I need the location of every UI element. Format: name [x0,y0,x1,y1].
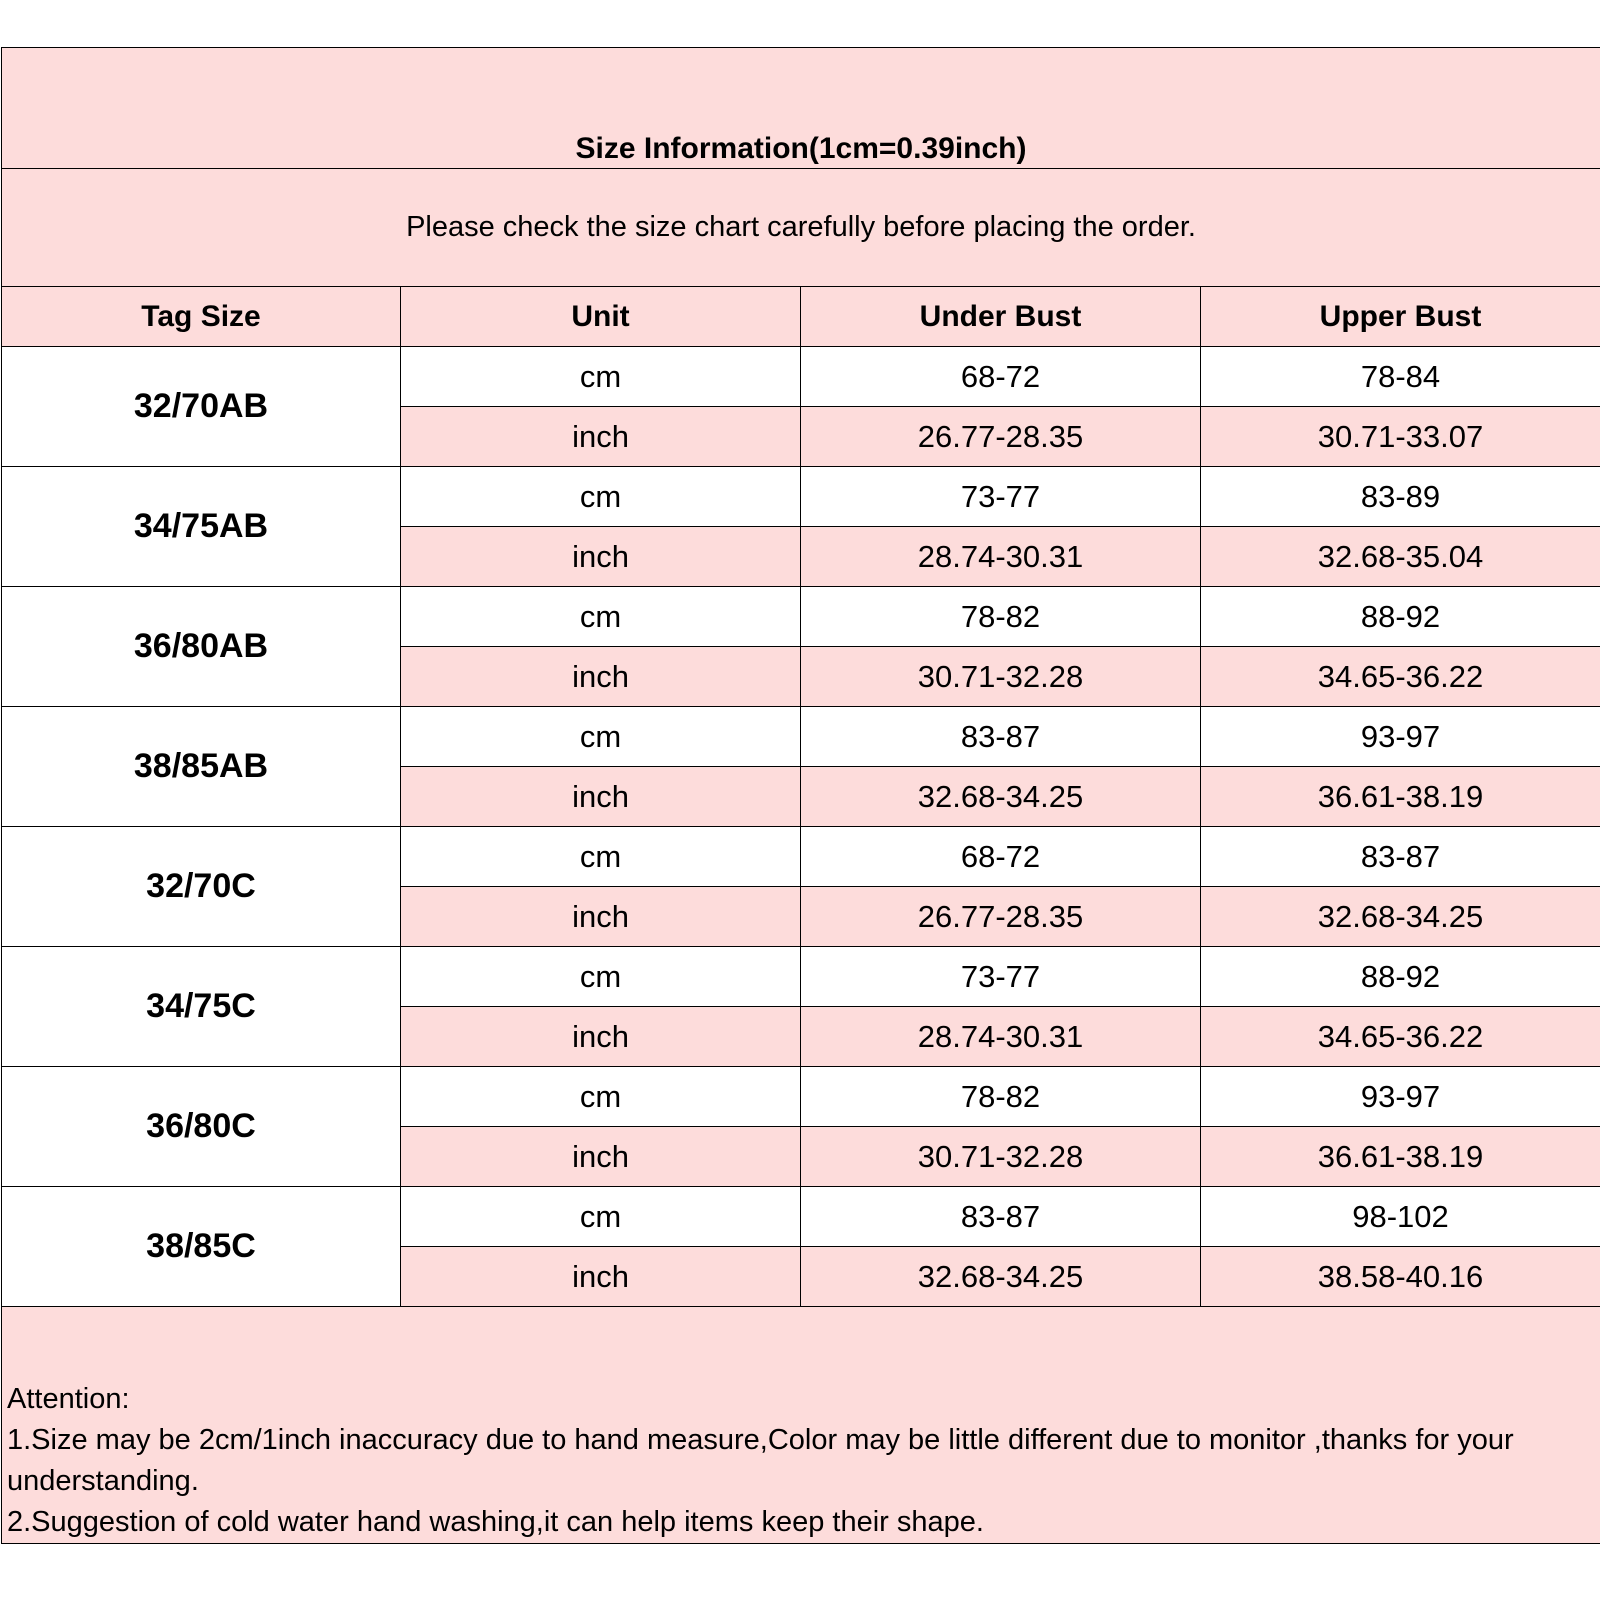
under-bust-cell: 30.71-32.28 [801,1127,1201,1187]
under-bust-cell: 78-82 [801,1067,1201,1127]
header-under-bust: Under Bust [801,287,1201,347]
under-bust-cell: 68-72 [801,347,1201,407]
unit-cell: inch [401,407,801,467]
notes-line-1: 1.Size may be 2cm/1inch inaccuracy due to hand measure,Color may be little different due to monitor ,thanks for your understanding. [7,1424,1514,1497]
tag-size-cell: 38/85C [2,1187,401,1307]
tag-size-cell: 32/70AB [2,347,401,467]
chart-subtitle: Please check the size chart carefully before placing the order. [2,169,1600,287]
table-row [2,947,1600,1007]
unit-cell: inch [401,1127,801,1187]
under-bust-cell: 83-87 [801,1187,1201,1247]
unit-cell: inch [401,647,801,707]
table-row [2,347,1600,407]
table-row [2,467,1600,527]
under-bust-cell: 73-77 [801,467,1201,527]
upper-bust-cell: 34.65-36.22 [1201,1007,1600,1067]
attention-notes [2,1307,1600,1544]
table-row [2,1067,1600,1127]
upper-bust-cell: 78-84 [1201,347,1600,407]
header-row [2,287,1600,347]
tag-size-cell: 36/80C [2,1067,401,1187]
table-row [2,707,1600,767]
upper-bust-cell: 30.71-33.07 [1201,407,1600,467]
chart-title: Size Information(1cm=0.39inch) [2,48,1600,169]
unit-cell: inch [401,1247,801,1307]
upper-bust-cell: 88-92 [1201,947,1600,1007]
header-unit: Unit [401,287,801,347]
under-bust-cell: 26.77-28.35 [801,887,1201,947]
unit-cell: cm [401,707,801,767]
unit-cell: cm [401,587,801,647]
header-tag-size: Tag Size [2,287,401,347]
under-bust-cell: 78-82 [801,587,1201,647]
unit-cell: inch [401,887,801,947]
upper-bust-cell: 98-102 [1201,1187,1600,1247]
upper-bust-cell: 32.68-34.25 [1201,887,1600,947]
upper-bust-cell: 83-89 [1201,467,1600,527]
unit-cell: cm [401,1187,801,1247]
under-bust-cell: 83-87 [801,707,1201,767]
tag-size-cell: 38/85AB [2,707,401,827]
upper-bust-cell: 36.61-38.19 [1201,1127,1600,1187]
under-bust-cell: 30.71-32.28 [801,647,1201,707]
table-row [2,1187,1600,1247]
notes-heading: Attention: [7,1383,130,1415]
unit-cell: cm [401,1067,801,1127]
tag-size-cell: 32/70C [2,827,401,947]
under-bust-cell: 28.74-30.31 [801,1007,1201,1067]
unit-cell: cm [401,467,801,527]
upper-bust-cell: 93-97 [1201,1067,1600,1127]
unit-cell: inch [401,527,801,587]
unit-cell: inch [401,767,801,827]
unit-cell: cm [401,947,801,1007]
table-row [2,587,1600,647]
unit-cell: inch [401,1007,801,1067]
upper-bust-cell: 32.68-35.04 [1201,527,1600,587]
under-bust-cell: 68-72 [801,827,1201,887]
upper-bust-cell: 36.61-38.19 [1201,767,1600,827]
under-bust-cell: 73-77 [801,947,1201,1007]
unit-cell: cm [401,827,801,887]
under-bust-cell: 28.74-30.31 [801,527,1201,587]
tag-size-cell: 34/75AB [2,467,401,587]
upper-bust-cell: 38.58-40.16 [1201,1247,1600,1307]
size-table [1,47,1600,1544]
header-upper-bust: Upper Bust [1201,287,1600,347]
under-bust-cell: 32.68-34.25 [801,767,1201,827]
tag-size-cell: 36/80AB [2,587,401,707]
upper-bust-cell: 34.65-36.22 [1201,647,1600,707]
upper-bust-cell: 88-92 [1201,587,1600,647]
unit-cell: cm [401,347,801,407]
size-chart [1,47,1600,1544]
table-row [2,827,1600,887]
upper-bust-cell: 93-97 [1201,707,1600,767]
under-bust-cell: 32.68-34.25 [801,1247,1201,1307]
under-bust-cell: 26.77-28.35 [801,407,1201,467]
notes-line-2: 2.Suggestion of cold water hand washing,it can help items keep their shape. [7,1506,984,1538]
upper-bust-cell: 83-87 [1201,827,1600,887]
tag-size-cell: 34/75C [2,947,401,1067]
